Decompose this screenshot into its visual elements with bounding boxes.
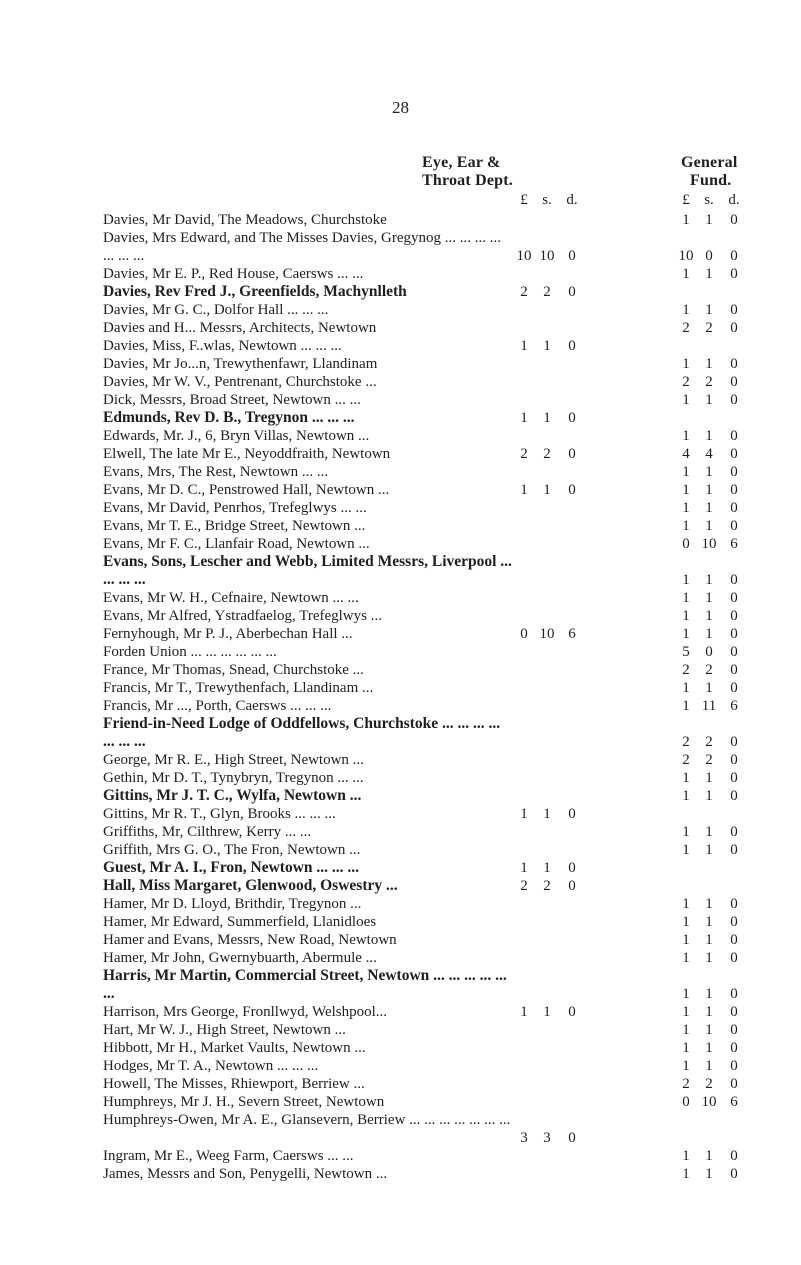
subscriber-list xyxy=(0,211,801,1183)
dept-shillings-value: 2 xyxy=(543,446,551,462)
dept-pounds-value: 1 xyxy=(520,806,528,822)
fund-pence-value: 0 xyxy=(730,662,738,678)
fund-pounds-value: 1 xyxy=(682,356,690,372)
fund-pounds-value: 1 xyxy=(682,212,690,228)
fund-shillings-value: 1 xyxy=(705,788,713,804)
fund-shillings-value: 1 xyxy=(705,1022,713,1038)
fund-pence-value: 6 xyxy=(730,1094,738,1110)
subscriber-name: Davies and H... Messrs, Architects, Newtown xyxy=(103,320,377,336)
fund-pounds-value: 1 xyxy=(682,428,690,444)
fund-shillings-value: 1 xyxy=(705,896,713,912)
fund-pounds-value: 1 xyxy=(682,842,690,858)
dept-pounds-value: 1 xyxy=(520,1004,528,1020)
fund-pounds-value: 1 xyxy=(682,572,690,588)
fund-shillings-value: 1 xyxy=(705,608,713,624)
dept-shillings-value: 1 xyxy=(543,860,551,876)
fund-pounds-value: 2 xyxy=(682,320,690,336)
list-item xyxy=(0,409,801,427)
fund-pence-value: 0 xyxy=(730,950,738,966)
fund-pounds-value: 1 xyxy=(682,950,690,966)
list-item xyxy=(0,319,801,337)
fund-pounds-value: 1 xyxy=(682,986,690,1002)
fund-pounds-value: 1 xyxy=(682,680,690,696)
dept-pence-value: 0 xyxy=(568,1130,576,1146)
fund-pence-value: 0 xyxy=(730,824,738,840)
fund-shillings-value: 1 xyxy=(705,1166,713,1182)
dept-shillings-value: 10 xyxy=(539,626,555,642)
fund-shillings-value: 0 xyxy=(705,644,713,660)
fund-pounds-value: 1 xyxy=(682,482,690,498)
subscriber-name: Ingram, Mr E., Weeg Farm, Caersws ... ... xyxy=(103,1148,354,1164)
list-item xyxy=(0,265,801,283)
fund-shillings-value: 1 xyxy=(705,932,713,948)
subscriber-name: Elwell, The late Mr E., Neyoddfraith, Newtown xyxy=(103,446,391,462)
fund-shillings-value: 1 xyxy=(705,590,713,606)
subscriber-name: Hamer, Mr Edward, Summerfield, Llanidloes xyxy=(103,914,377,930)
list-item xyxy=(0,823,801,841)
fund-pounds-value: 2 xyxy=(682,734,690,750)
list-item xyxy=(0,1111,801,1147)
list-item xyxy=(0,1021,801,1039)
fund-pence-value: 0 xyxy=(730,302,738,318)
fund-pence-value: 0 xyxy=(730,428,738,444)
subscriber-name: Davies, Mr E. P., Red House, Caersws ... ... xyxy=(103,266,364,282)
fund-pounds-value: 0 xyxy=(682,536,690,552)
dept-shillings-value: 1 xyxy=(543,806,551,822)
list-item xyxy=(0,535,801,553)
fund-pounds-value: 1 xyxy=(682,770,690,786)
fund-shillings-value: 10 xyxy=(701,1094,717,1110)
dept-pence-value: 0 xyxy=(568,338,576,354)
fund-shillings-value: 1 xyxy=(705,518,713,534)
subscriber-name: Gethin, Mr D. T., Tynybryn, Tregynon ... ... xyxy=(103,770,364,786)
subscriber-name: Griffith, Mrs G. O., The Fron, Newtown ... xyxy=(103,842,361,858)
fund-shillings-value: 2 xyxy=(705,734,713,750)
list-item xyxy=(0,643,801,661)
dept-shillings-value: 1 xyxy=(543,1004,551,1020)
fund-pence-value: 0 xyxy=(730,374,738,390)
dept-unit-pence: d. xyxy=(566,192,578,208)
subscriber-name: George, Mr R. E., High Street, Newtown ... xyxy=(103,752,364,768)
list-item xyxy=(0,895,801,913)
list-item xyxy=(0,463,801,481)
list-item xyxy=(0,751,801,769)
list-item xyxy=(0,589,801,607)
subscriber-name: Edmunds, Rev D. B., Tregynon ... ... ... xyxy=(103,409,355,426)
list-item xyxy=(0,715,801,751)
fund-pence-value: 0 xyxy=(730,1148,738,1164)
dept-pence-value: 0 xyxy=(568,284,576,300)
fund-pounds-value: 1 xyxy=(682,1004,690,1020)
subscriber-name: Davies, Mrs Edward, and The Misses Davies, Gregynog ... ... ... ... ... ... ... xyxy=(103,230,501,264)
subscriber-name: Davies, Mr Jo...n, Trewythenfawr, Llandinam xyxy=(103,356,378,372)
subscriber-name: Hamer and Evans, Messrs, New Road, Newtown xyxy=(103,932,397,948)
subscriber-name: Humphreys-Owen, Mr A. E., Glansevern, Berriew ... ... ... ... ... ... ... xyxy=(103,1112,511,1128)
fund-pounds-value: 1 xyxy=(682,302,690,318)
fund-pounds-value: 1 xyxy=(682,266,690,282)
subscriber-name: Hamer, Mr D. Lloyd, Brithdir, Tregynon ... xyxy=(103,896,362,912)
dept-pounds-value: 2 xyxy=(520,284,528,300)
fund-pounds-value: 1 xyxy=(682,1040,690,1056)
dept-shillings-value: 2 xyxy=(543,878,551,894)
dept-pence-value: 0 xyxy=(568,446,576,462)
fund-shillings-value: 1 xyxy=(705,680,713,696)
subscriber-name: Davies, Mr W. V., Pentrenant, Churchstoke ... xyxy=(103,374,377,390)
dept-shillings-value: 1 xyxy=(543,338,551,354)
list-item xyxy=(0,1093,801,1111)
list-item xyxy=(0,1003,801,1021)
list-item xyxy=(0,1039,801,1057)
fund-shillings-value: 11 xyxy=(701,698,717,714)
list-item xyxy=(0,859,801,877)
dept-pounds-value: 1 xyxy=(520,338,528,354)
fund-pounds-value: 1 xyxy=(682,914,690,930)
subscriber-name: Francis, Mr T., Trewythenfach, Llandinam ... xyxy=(103,680,374,696)
list-item xyxy=(0,841,801,859)
subscriber-name: Evans, Mr D. C., Penstrowed Hall, Newtown ... xyxy=(103,482,390,498)
subscriber-name: Gittins, Mr J. T. C., Wylfa, Newtown ... xyxy=(103,787,362,804)
subscriber-name: Harris, Mr Martin, Commercial Street, Newtown ... ... ... ... ... ... xyxy=(103,967,507,1002)
subscriber-name: Edwards, Mr. J., 6, Bryn Villas, Newtown ... xyxy=(103,428,370,444)
fund-shillings-value: 2 xyxy=(705,320,713,336)
subscriber-name: Fernyhough, Mr P. J., Aberbechan Hall ... xyxy=(103,626,353,642)
list-item xyxy=(0,337,801,355)
fund-pounds-value: 1 xyxy=(682,500,690,516)
list-item xyxy=(0,301,801,319)
fund-pounds-value: 1 xyxy=(682,518,690,534)
fund-shillings-value: 1 xyxy=(705,1058,713,1074)
fund-shillings-value: 1 xyxy=(705,266,713,282)
list-item xyxy=(0,283,801,301)
page-number: 28 xyxy=(392,98,409,117)
dept-pence-value: 0 xyxy=(568,878,576,894)
list-item xyxy=(0,661,801,679)
list-item xyxy=(0,391,801,409)
subscriber-name: Evans, Sons, Lescher and Webb, Limited Messrs, Liverpool ... ... ... ... xyxy=(103,553,512,588)
fund-pounds-value: 1 xyxy=(682,1022,690,1038)
list-item xyxy=(0,625,801,643)
subscriber-name: Hart, Mr W. J., High Street, Newtown ... xyxy=(103,1022,346,1038)
subscriber-name: France, Mr Thomas, Snead, Churchstoke ... xyxy=(103,662,364,678)
subscriber-name: Hibbott, Mr H., Market Vaults, Newtown ... xyxy=(103,1040,366,1056)
dept-pence-value: 0 xyxy=(568,1004,576,1020)
dept-pence-value: 0 xyxy=(568,410,576,426)
fund-pence-value: 0 xyxy=(730,266,738,282)
fund-pounds-value: 4 xyxy=(682,446,690,462)
fund-shillings-value: 1 xyxy=(705,626,713,642)
list-item xyxy=(0,877,801,895)
fund-shillings-value: 2 xyxy=(705,752,713,768)
dept-shillings-value: 1 xyxy=(543,410,551,426)
subscriber-name: Hall, Miss Margaret, Glenwood, Oswestry ... xyxy=(103,877,398,894)
list-item xyxy=(0,553,801,589)
subscriber-name: Howell, The Misses, Rhiewport, Berriew ... xyxy=(103,1076,365,1092)
fund-pence-value: 0 xyxy=(730,770,738,786)
subscriber-name: Evans, Mrs, The Rest, Newtown ... ... xyxy=(103,464,329,480)
fund-shillings-value: 1 xyxy=(705,842,713,858)
fund-pounds-value: 1 xyxy=(682,896,690,912)
fund-pence-value: 0 xyxy=(730,356,738,372)
dept-pounds-value: 1 xyxy=(520,482,528,498)
list-item xyxy=(0,931,801,949)
fund-shillings-value: 1 xyxy=(705,482,713,498)
subscriber-name: Davies, Miss, F..wlas, Newtown ... ... ... xyxy=(103,338,342,354)
fund-shillings-value: 0 xyxy=(705,248,713,264)
fund-pence-value: 0 xyxy=(730,680,738,696)
fund-pounds-value: 2 xyxy=(682,1076,690,1092)
fund-shillings-value: 1 xyxy=(705,1040,713,1056)
subscriber-name: Griffiths, Mr, Cilthrew, Kerry ... ... xyxy=(103,824,312,840)
fund-pence-value: 0 xyxy=(730,518,738,534)
dept-pounds-value: 3 xyxy=(520,1130,528,1146)
fund-pounds-value: 1 xyxy=(682,788,690,804)
fund-pence-value: 0 xyxy=(730,914,738,930)
subscriber-name: Evans, Mr F. C., Llanfair Road, Newtown ... xyxy=(103,536,370,552)
dept-pounds-value: 1 xyxy=(520,410,528,426)
eye-dept-header-line2: Throat Dept. xyxy=(422,172,513,189)
fund-pounds-value: 1 xyxy=(682,608,690,624)
fund-pence-value: 0 xyxy=(730,500,738,516)
list-item xyxy=(0,427,801,445)
fund-pence-value: 0 xyxy=(730,392,738,408)
list-item xyxy=(0,481,801,499)
fund-pence-value: 0 xyxy=(730,464,738,480)
fund-shillings-value: 1 xyxy=(705,464,713,480)
fund-pence-value: 0 xyxy=(730,734,738,750)
dept-pounds-value: 1 xyxy=(520,860,528,876)
list-item xyxy=(0,499,801,517)
fund-pence-value: 0 xyxy=(730,644,738,660)
subscriber-name: Hodges, Mr T. A., Newtown ... ... ... xyxy=(103,1058,319,1074)
fund-pence-value: 0 xyxy=(730,1058,738,1074)
list-item xyxy=(0,967,801,1003)
fund-pence-value: 6 xyxy=(730,698,738,714)
dept-unit-shillings: s. xyxy=(542,192,552,208)
list-item xyxy=(0,355,801,373)
list-item xyxy=(0,445,801,463)
list-item xyxy=(0,679,801,697)
fund-unit-pence: d. xyxy=(728,192,740,208)
list-item xyxy=(0,697,801,715)
fund-shillings-value: 1 xyxy=(705,824,713,840)
fund-pounds-value: 1 xyxy=(682,1058,690,1074)
fund-pence-value: 0 xyxy=(730,608,738,624)
fund-pence-value: 0 xyxy=(730,572,738,588)
fund-unit-shillings: s. xyxy=(704,192,714,208)
subscriber-name: Humphreys, Mr J. H., Severn Street, Newtown xyxy=(103,1094,385,1110)
fund-pounds-value: 1 xyxy=(682,1166,690,1182)
list-item xyxy=(0,949,801,967)
fund-pounds-value: 1 xyxy=(682,824,690,840)
subscriber-name: Friend-in-Need Lodge of Oddfellows, Churchstoke ... ... ... ... ... ... ... xyxy=(103,715,501,750)
list-item xyxy=(0,913,801,931)
fund-pence-value: 0 xyxy=(730,1040,738,1056)
list-item xyxy=(0,1057,801,1075)
list-item xyxy=(0,607,801,625)
subscriber-name: Harrison, Mrs George, Fronllwyd, Welshpool... xyxy=(103,1004,388,1020)
dept-pence-value: 0 xyxy=(568,806,576,822)
list-item xyxy=(0,517,801,535)
dept-pounds-value: 2 xyxy=(520,446,528,462)
fund-shillings-value: 2 xyxy=(705,662,713,678)
fund-shillings-value: 1 xyxy=(705,914,713,930)
dept-pence-value: 0 xyxy=(568,860,576,876)
fund-shillings-value: 1 xyxy=(705,950,713,966)
dept-shillings-value: 10 xyxy=(539,248,555,264)
fund-shillings-value: 1 xyxy=(705,212,713,228)
fund-pence-value: 0 xyxy=(730,320,738,336)
fund-pounds-value: 1 xyxy=(682,392,690,408)
fund-pence-value: 0 xyxy=(730,1166,738,1182)
fund-shillings-value: 10 xyxy=(701,536,717,552)
fund-pounds-value: 1 xyxy=(682,464,690,480)
subscriber-name: Davies, Mr David, The Meadows, Churchstoke xyxy=(103,212,387,228)
fund-pence-value: 0 xyxy=(730,626,738,642)
subscriber-name: Evans, Mr T. E., Bridge Street, Newtown ... xyxy=(103,518,366,534)
list-item xyxy=(0,1147,801,1165)
fund-pence-value: 0 xyxy=(730,1076,738,1092)
fund-pence-value: 0 xyxy=(730,932,738,948)
fund-shillings-value: 1 xyxy=(705,770,713,786)
fund-pence-value: 0 xyxy=(730,446,738,462)
fund-pence-value: 6 xyxy=(730,536,738,552)
fund-shillings-value: 2 xyxy=(705,1076,713,1092)
fund-shillings-value: 1 xyxy=(705,302,713,318)
fund-pence-value: 0 xyxy=(730,896,738,912)
subscriber-name: Davies, Rev Fred J., Greenfields, Machynlleth xyxy=(103,283,407,300)
fund-pence-value: 0 xyxy=(730,1004,738,1020)
dept-pounds-value: 2 xyxy=(520,878,528,894)
fund-shillings-value: 2 xyxy=(705,374,713,390)
fund-shillings-value: 1 xyxy=(705,392,713,408)
subscriber-name: Guest, Mr A. I., Fron, Newtown ... ... ... xyxy=(103,859,360,876)
list-item xyxy=(0,1165,801,1183)
eye-dept-header-line1: Eye, Ear & xyxy=(422,154,501,171)
dept-shillings-value: 3 xyxy=(543,1130,551,1146)
list-item xyxy=(0,1075,801,1093)
list-item xyxy=(0,211,801,229)
dept-unit-pounds: £ xyxy=(520,192,528,208)
subscriber-name: Dick, Messrs, Broad Street, Newtown ... ... xyxy=(103,392,361,408)
fund-shillings-value: 1 xyxy=(705,428,713,444)
fund-shillings-value: 1 xyxy=(705,356,713,372)
fund-shillings-value: 1 xyxy=(705,1148,713,1164)
fund-pence-value: 0 xyxy=(730,788,738,804)
fund-pounds-value: 0 xyxy=(682,1094,690,1110)
subscriber-name: James, Messrs and Son, Penygelli, Newtown ... xyxy=(103,1166,388,1182)
fund-pence-value: 0 xyxy=(730,590,738,606)
subscriber-name: Davies, Mr G. C., Dolfor Hall ... ... ... xyxy=(103,302,329,318)
general-fund-header-line1: General xyxy=(681,154,738,171)
list-item xyxy=(0,229,801,265)
subscriber-name: Evans, Mr David, Penrhos, Trefeglwys ... ... xyxy=(103,500,367,516)
subscriber-name: Evans, Mr Alfred, Ystradfaelog, Trefeglwys ... xyxy=(103,608,382,624)
fund-pounds-value: 5 xyxy=(682,644,690,660)
fund-pounds-value: 10 xyxy=(678,248,694,264)
dept-shillings-value: 1 xyxy=(543,482,551,498)
fund-pounds-value: 2 xyxy=(682,752,690,768)
dept-pence-value: 6 xyxy=(568,626,576,642)
fund-shillings-value: 1 xyxy=(705,986,713,1002)
fund-shillings-value: 4 xyxy=(705,446,713,462)
subscriber-name: Gittins, Mr R. T., Glyn, Brooks ... ... ... xyxy=(103,806,336,822)
subscriber-name: Francis, Mr ..., Porth, Caersws ... ... ... xyxy=(103,698,332,714)
fund-pence-value: 0 xyxy=(730,248,738,264)
fund-pence-value: 0 xyxy=(730,752,738,768)
fund-pounds-value: 1 xyxy=(682,698,690,714)
fund-pence-value: 0 xyxy=(730,1022,738,1038)
fund-unit-pounds: £ xyxy=(682,192,690,208)
subscriber-name: Hamer, Mr John, Gwernybuarth, Abermule ... xyxy=(103,950,377,966)
fund-pounds-value: 1 xyxy=(682,932,690,948)
fund-pence-value: 0 xyxy=(730,482,738,498)
dept-shillings-value: 2 xyxy=(543,284,551,300)
fund-pence-value: 0 xyxy=(730,842,738,858)
fund-pounds-value: 2 xyxy=(682,662,690,678)
list-item xyxy=(0,787,801,805)
fund-pounds-value: 1 xyxy=(682,590,690,606)
subscriber-name: Evans, Mr W. H., Cefnaire, Newtown ... ... xyxy=(103,590,359,606)
list-item xyxy=(0,373,801,391)
subscriber-name: Forden Union ... ... ... ... ... ... xyxy=(103,644,277,660)
fund-pounds-value: 1 xyxy=(682,1148,690,1164)
dept-pounds-value: 0 xyxy=(520,626,528,642)
fund-pence-value: 0 xyxy=(730,212,738,228)
fund-shillings-value: 1 xyxy=(705,1004,713,1020)
dept-pence-value: 0 xyxy=(568,248,576,264)
general-fund-header-line2: Fund. xyxy=(690,172,732,189)
fund-pounds-value: 1 xyxy=(682,626,690,642)
fund-shillings-value: 1 xyxy=(705,572,713,588)
dept-pounds-value: 10 xyxy=(516,248,532,264)
list-item xyxy=(0,769,801,787)
fund-pounds-value: 2 xyxy=(682,374,690,390)
dept-pence-value: 0 xyxy=(568,482,576,498)
list-item xyxy=(0,805,801,823)
fund-pence-value: 0 xyxy=(730,986,738,1002)
fund-shillings-value: 1 xyxy=(705,500,713,516)
